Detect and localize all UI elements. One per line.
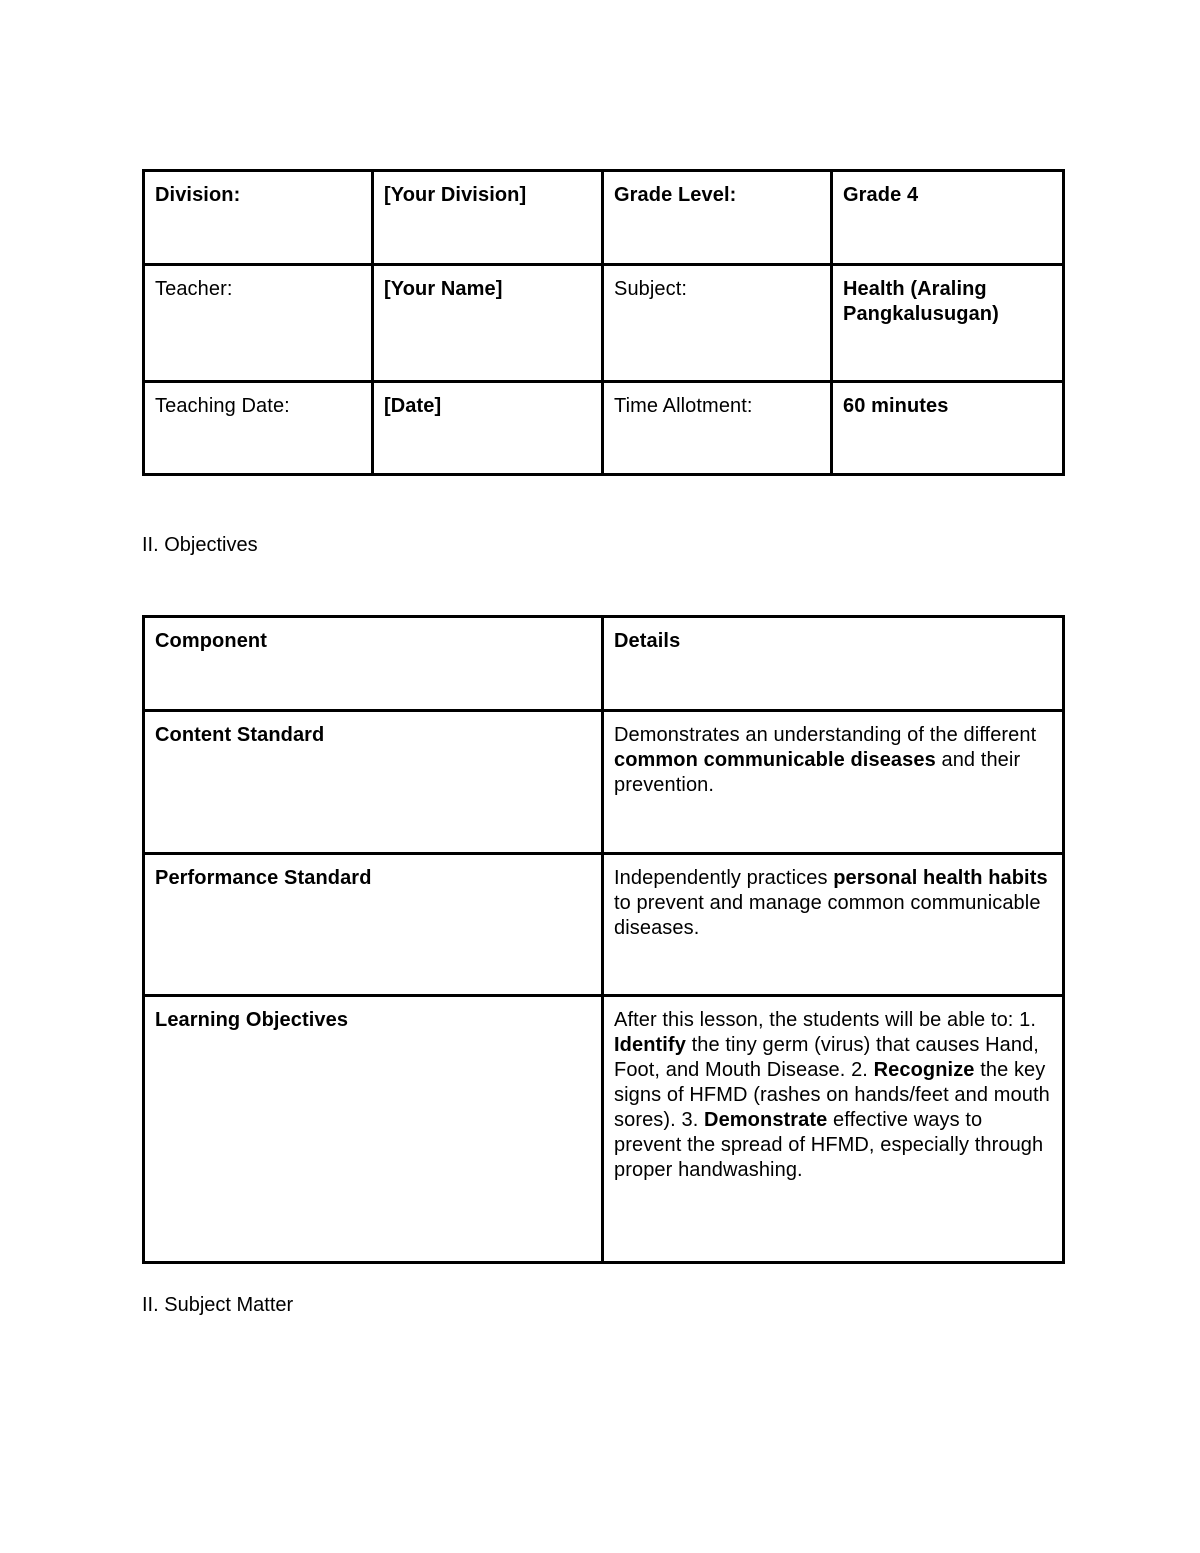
component-header: Component — [144, 617, 603, 711]
content-standard-details — [603, 711, 1064, 854]
teaching-date-value: [Date] — [373, 382, 603, 475]
grade-level-value: Grade 4 — [832, 171, 1064, 265]
lesson-info-table — [142, 169, 1065, 476]
performance-standard-label: Performance Standard — [144, 854, 603, 996]
subject-matter-heading: II. Subject Matter — [142, 1294, 294, 1316]
grade-level-label: Grade Level: — [603, 171, 832, 265]
time-allotment-label: Time Allotment: — [603, 382, 832, 475]
info-row-teacher — [144, 265, 1064, 382]
teacher-value: [Your Name] — [373, 265, 603, 382]
learning-objectives-row — [144, 996, 1064, 1263]
teaching-date-label: Teaching Date: — [144, 382, 373, 475]
content-standard-row — [144, 711, 1064, 854]
info-row-teaching-date — [144, 382, 1064, 475]
objective-1-text: the tiny germ (virus) that causes Hand, Foot, and Mouth Disease. 2. — [614, 1034, 1039, 1081]
learning-objectives-intro: After this lesson, the students will be able to: 1. — [614, 1009, 1036, 1031]
time-allotment-value: 60 minutes — [832, 382, 1064, 475]
content-standard-text-1: Demonstrates an understanding of the different — [614, 724, 1037, 746]
content-standard-label: Content Standard — [144, 711, 603, 854]
objectives-header-row — [144, 617, 1064, 711]
content-standard-emphasis: common communicable diseases — [614, 749, 936, 771]
objective-2-text: the key signs of HFMD (rashes on hands/feet and mouth sores). 3. — [614, 1059, 1050, 1131]
learning-objectives-label: Learning Objectives — [144, 996, 603, 1263]
details-header: Details — [603, 617, 1064, 711]
objective-1-verb: Identify — [614, 1034, 686, 1056]
content-standard-text-2: and their prevention. — [614, 749, 1021, 796]
performance-standard-row — [144, 854, 1064, 996]
division-label: Division: — [144, 171, 373, 265]
performance-standard-text-1: Independently practices — [614, 867, 834, 889]
learning-objectives-details — [603, 996, 1064, 1263]
performance-standard-text-2: to prevent and manage common communicable diseases. — [614, 892, 1041, 939]
objective-3-text: effective ways to prevent the spread of HFMD, especially through proper handwashing. — [614, 1109, 1044, 1181]
objectives-heading: II. Objectives — [142, 534, 258, 556]
objective-3-verb: Demonstrate — [704, 1109, 828, 1131]
subject-value: Health (Araling Pangkalusugan) — [832, 265, 1064, 382]
objective-2-verb: Recognize — [873, 1059, 975, 1081]
objectives-table — [142, 615, 1065, 1264]
division-value: [Your Division] — [373, 171, 603, 265]
subject-label: Subject: — [603, 265, 832, 382]
info-row-division — [144, 171, 1064, 265]
performance-standard-emphasis: personal health habits — [833, 867, 1048, 889]
performance-standard-details — [603, 854, 1064, 996]
teacher-label: Teacher: — [144, 265, 373, 382]
